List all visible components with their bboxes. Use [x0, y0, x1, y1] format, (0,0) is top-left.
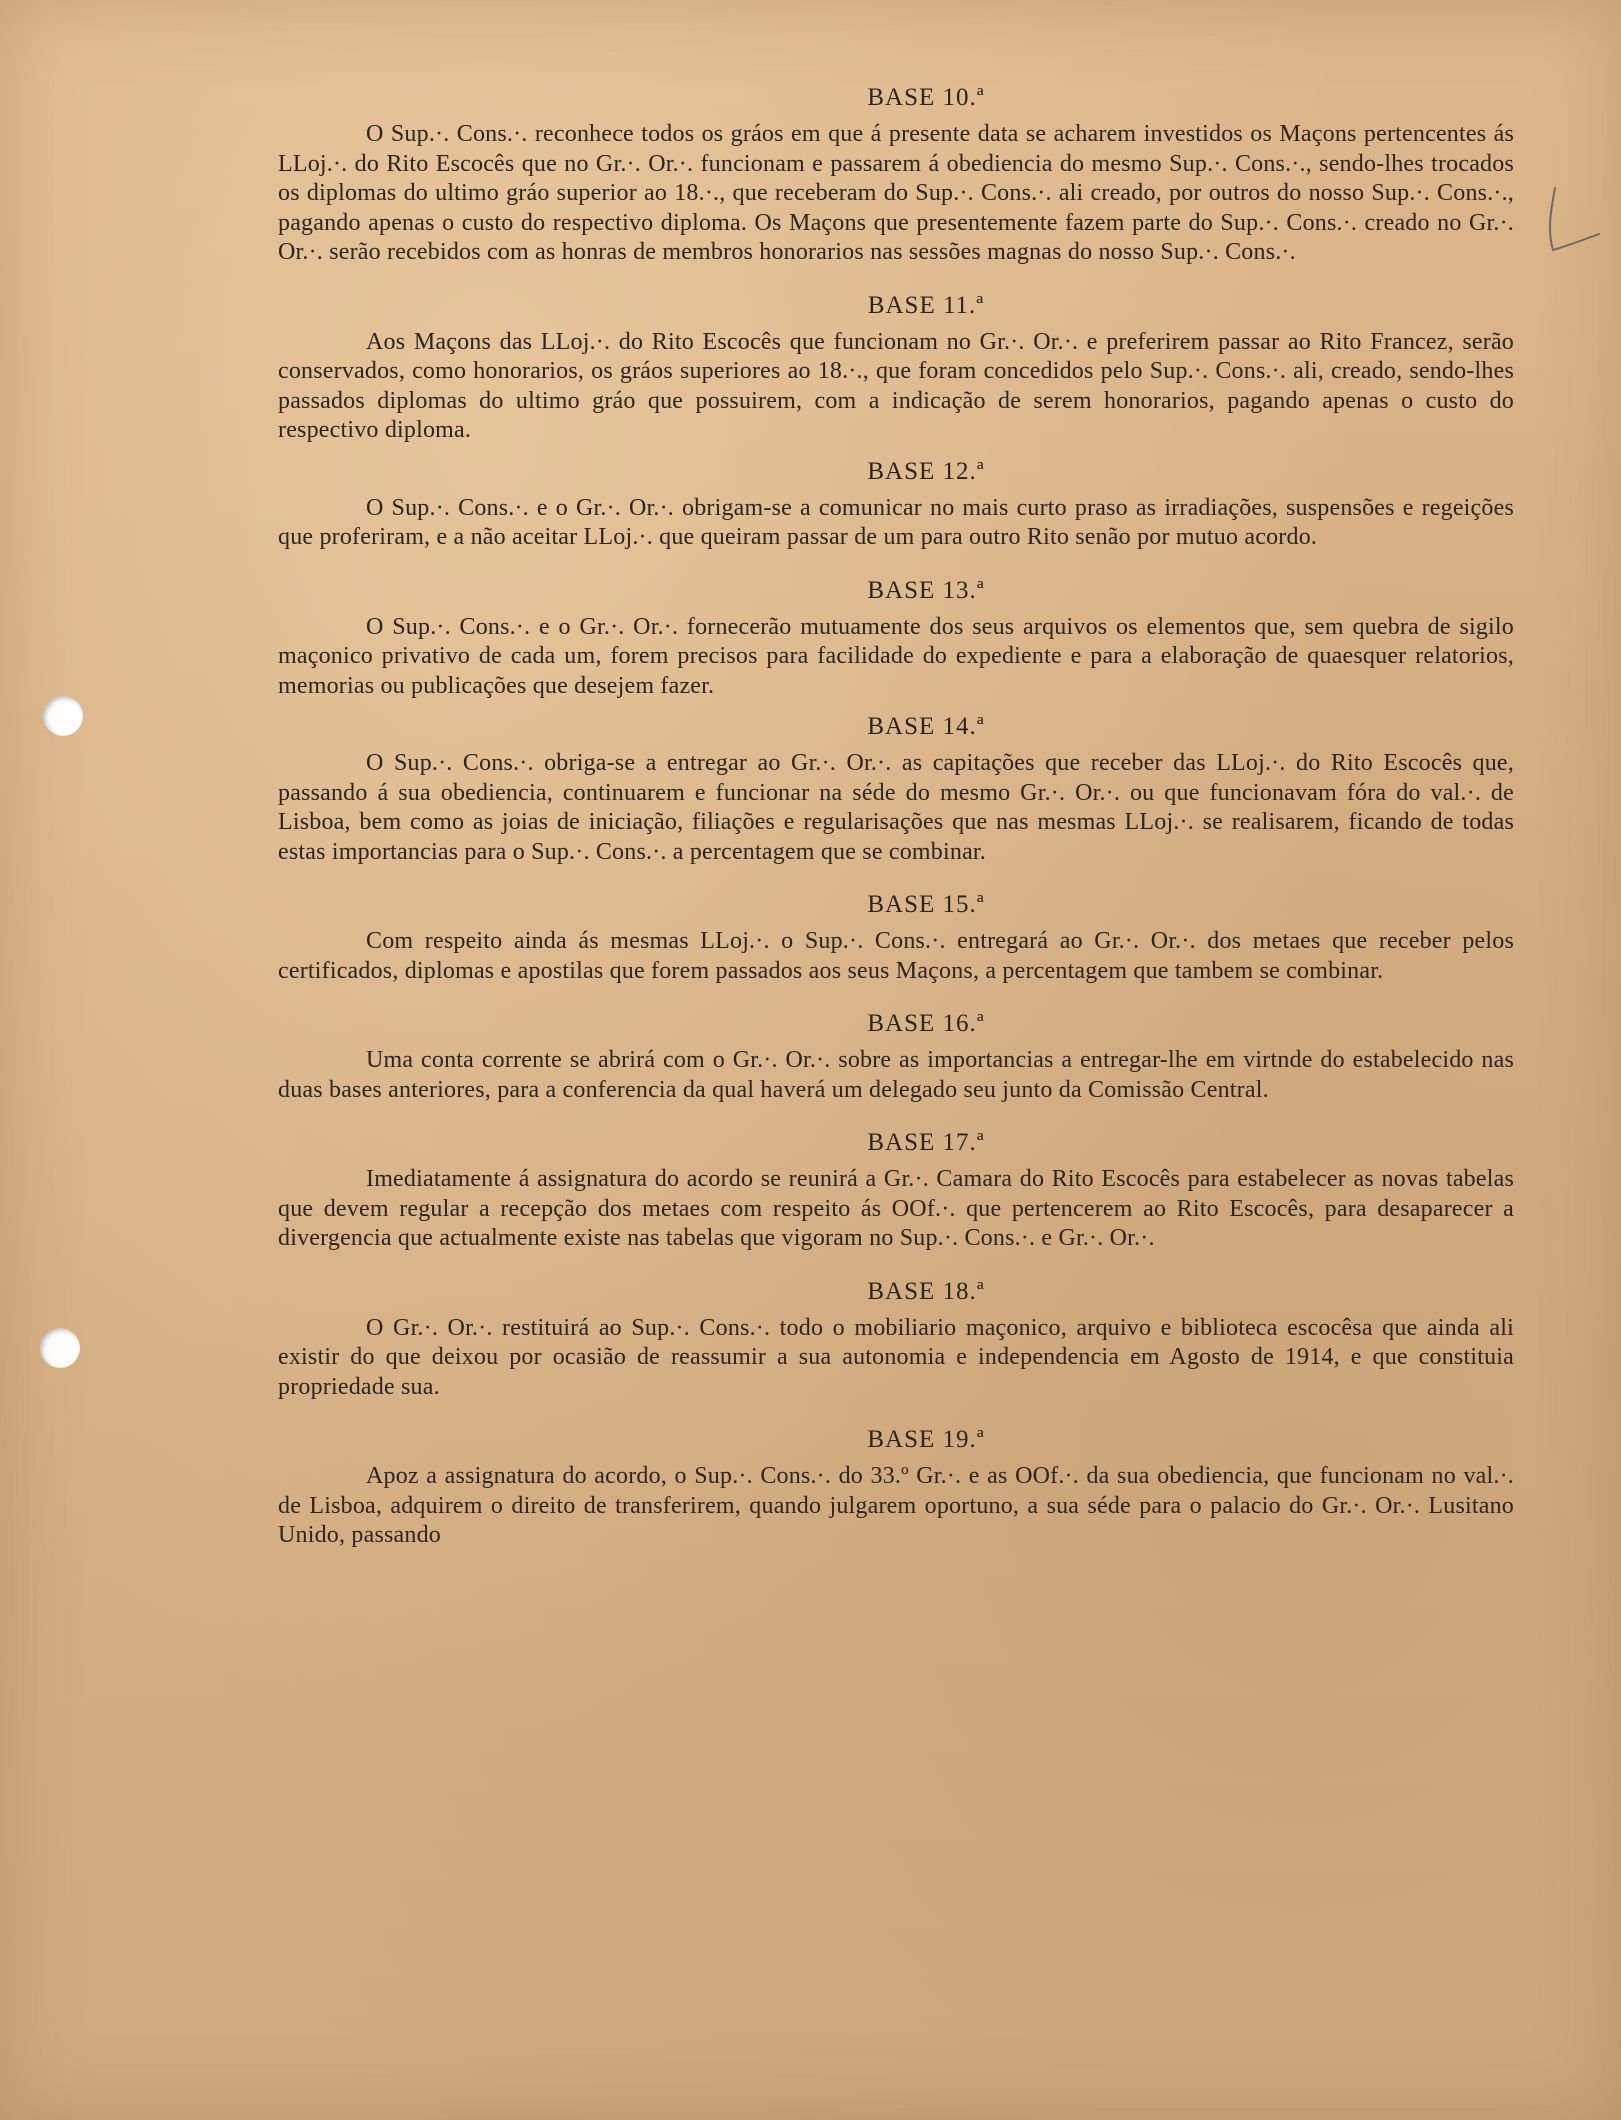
- base-paragraph: O Sup.·. Cons.·. reconhece todos os gráos em que á presente data se acharem investidos os Maçons pertencentes ás LLoj.·. do Rito Escocês que no Gr.·. Or.·. funcionam e passarem á obediencia do mesmo Sup.·. Cons.·., sendo-lhes trocados os diplomas do ultimo gráo superior ao 18.·., que receberam do Sup.·. Cons.·. ali creado, por outros do nosso Sup.·. Cons.·., pagando apenas o custo do respectivo diploma. Os Maçons que presentemente fazem parte do Sup.·. Cons.·. creado no Gr.·. Or.·. serão recebidos com as honras de membros honorarios nas sessões magnas do nosso Sup.·. Cons.·.: [278, 121, 1514, 265]
- document-body: [278, 82, 1514, 1573]
- base-10-section: [278, 82, 1514, 268]
- base-paragraph: O Sup.·. Cons.·. e o Gr.·. Or.·. fornecerão mutuamente dos seus arquivos os elementos que, sem quebra de sigilo maçonico privativo de cada um, forem precisos para facilidade do expediente e para a elaboração de quaesquer relatorios, memorias ou publicações que desejem fazer.: [278, 613, 1514, 699]
- base-heading: BASE 16.ª: [867, 1010, 985, 1037]
- base-15-section: [278, 889, 1514, 986]
- base-heading: BASE 13.ª: [867, 576, 985, 604]
- base-paragraph: O Sup.·. Cons.·. e o Gr.·. Or.·. obrigam-se a comunicar no mais curto praso as irradiações, suspensões e regeições que proferiram, e a não aceitar LLoj.·. que queiram passar de um para outro Rito senão por mutuo acordo.: [278, 494, 1514, 550]
- base-paragraph: Imediatamente á assignatura do acordo se reunirá a Gr.·. Camara do Rito Escocês para estabelecer as novas tabelas que devem regular a recepção dos metaes com respeito ás OOf.·. que pertencerem ao Rito Escocês, para desaparecer a divergencia que actualmente existe nas tabelas que vigoram no Sup.·. Cons.·. e Gr.·. Or.·.: [278, 1166, 1514, 1251]
- base-heading: BASE 19.ª: [867, 1426, 985, 1453]
- base-12-section: [278, 456, 1514, 553]
- base-paragraph: Uma conta corrente se abrirá com o Gr.·. Or.·. sobre as importancias a entregar-lhe em virtnde do estabelecido nas duas bases anteriores, para a conferencia da qual haverá um delegado seu junto da Comissão Central.: [278, 1047, 1514, 1103]
- base-14-section: [278, 711, 1514, 867]
- base-18-section: [278, 1276, 1514, 1403]
- base-heading: BASE 11.ª: [867, 291, 985, 319]
- pencil-mark: [1533, 180, 1603, 260]
- base-paragraph: Com respeito ainda ás mesmas LLoj.·. o Sup.·. Cons.·. entregará ao Gr.·. Or.·. dos metaes que receber pelos certificados, diplomas e apostilas que forem passados aos seus Maçons, a percentagem que tambem se combinar.: [278, 928, 1514, 984]
- base-17-section: [278, 1127, 1514, 1254]
- base-19-section: [278, 1424, 1514, 1551]
- base-heading: BASE 15.ª: [867, 891, 985, 918]
- base-paragraph: O Gr.·. Or.·. restituirá ao Sup.·. Cons.·. todo o mobiliario maçonico, arquivo e biblioteca escocêsa que ainda ali existir do que deixou por ocasião de reassumir a sua autonomia e independencia em Agosto de 1914, e que constituia propriedade sua.: [278, 1314, 1514, 1400]
- base-heading: BASE 17.ª: [867, 1129, 985, 1156]
- base-paragraph: Apoz a assignatura do acordo, o Sup.·. Cons.·. do 33.º Gr.·. e as OOf.·. da sua obediencia, que funcionam no val.·. de Lisboa, adquirem o direito de transferirem, quando julgarem oportuno, a sua séde para o palacio do Gr.·. Or.·. Lusitano Unido, passando: [278, 1463, 1514, 1548]
- base-11-section: [278, 290, 1514, 446]
- base-paragraph: O Sup.·. Cons.·. obriga-se a entregar ao Gr.·. Or.·. as capitações que receber das LLoj.·. do Rito Escocês que, passando á sua obediencia, continuarem e funcionar na séde do mesmo Gr.·. Or.·. ou que funcionavam fóra do val.·. de Lisboa, bem como as joias de iniciação, filiações e regularisações que nas mesmas LLoj.·. se realisarem, ficando de todas estas importancias para o Sup.·. Cons.·. a percentagem que se combinar.: [278, 750, 1514, 865]
- base-heading: BASE 10.ª: [867, 84, 985, 111]
- base-heading: BASE 14.ª: [867, 713, 985, 740]
- base-heading: BASE 12.ª: [867, 457, 985, 485]
- base-paragraph: Aos Maçons das LLoj.·. do Rito Escocês que funcionam no Gr.·. Or.·. e preferirem passar ao Rito Francez, serão conservados, como honorarios, os gráos superiores ao 18.·., que foram concedidos pelo Sup.·. Cons.·. ali, creado, sendo-lhes passados diplomas do ultimo gráo que possuirem, com a indicação de serem honorarios, pagando apenas o custo do respectivo diploma.: [278, 328, 1514, 443]
- punch-hole: [40, 1328, 80, 1368]
- base-heading: BASE 18.ª: [867, 1277, 985, 1305]
- punch-hole: [43, 696, 83, 736]
- base-16-section: [278, 1008, 1514, 1105]
- base-13-section: [278, 575, 1514, 702]
